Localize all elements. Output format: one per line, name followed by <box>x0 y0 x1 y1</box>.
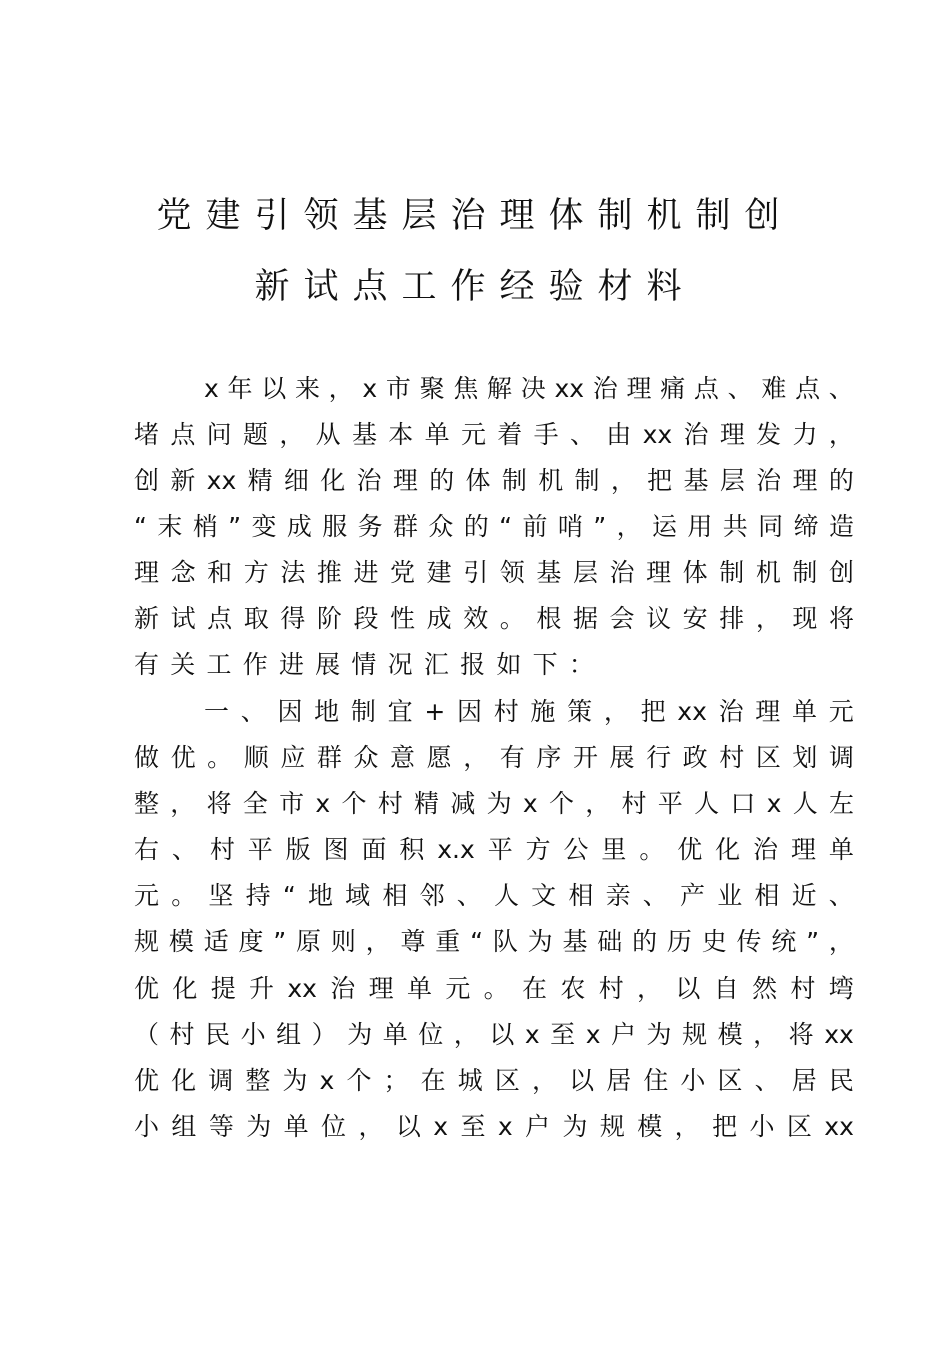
body-line: x 年 以 来 ， x 市 聚 焦 解 决 xx 治 理 痛 点 、 难 点 、 <box>204 374 854 403</box>
body-line: （ 村 民 小 组 ） 为 单 位 ， 以 x 至 x 户 为 规 模 ， 将 xx <box>134 1020 854 1049</box>
body-line: 理 念 和 方 法 推 进 党 建 引 领 基 层 治 理 体 制 机 制 创 <box>134 558 854 587</box>
body-line: “ 末 梢 ” 变 成 服 务 群 众 的 “ 前 哨 ” ， 运 用 共 同 缔 造 <box>134 512 854 541</box>
body-line: 整 ， 将 全 市 x 个 村 精 减 为 x 个 ， 村 平 人 口 x 人 左 <box>134 789 854 818</box>
body-line: 优 化 提 升 xx 治 理 单 元 。 在 农 村 ， 以 自 然 村 塆 <box>134 974 854 1003</box>
body-line: 元 。 坚 持 “ 地 域 相 邻 、 人 文 相 亲 、 产 业 相 近 、 <box>134 881 854 910</box>
body-line: 做 优 。 顺 应 群 众 意 愿 ， 有 序 开 展 行 政 村 区 划 调 <box>134 743 854 772</box>
body-line: 优 化 调 整 为 x 个 ； 在 城 区 ， 以 居 住 小 区 、 居 民 <box>134 1066 854 1095</box>
document-title-line-1: 党建引领基层治理体制机制创 <box>156 196 794 236</box>
body-line: 规 模 适 度 ” 原 则 ， 尊 重 “ 队 为 基 础 的 历 史 传 统 ” ， <box>134 927 854 956</box>
document-title-line-2: 新试点工作经验材料 <box>254 267 696 307</box>
body-line: 有 关 工 作 进 展 情 况 汇 报 如 下 ： <box>134 650 594 679</box>
body-line: 新 试 点 取 得 阶 段 性 成 效 。 根 据 会 议 安 排 ， 现 将 <box>134 604 854 633</box>
body-line: 创 新 xx 精 细 化 治 理 的 体 制 机 制 ， 把 基 层 治 理 的 <box>134 466 854 495</box>
body-line: 小 组 等 为 单 位 ， 以 x 至 x 户 为 规 模 ， 把 小 区 xx <box>134 1112 854 1141</box>
body-line: 一 、 因 地 制 宜 + 因 村 施 策 ， 把 xx 治 理 单 元 <box>204 697 854 726</box>
body-line: 右 、 村 平 版 图 面 积 x.x 平 方 公 里 。 优 化 治 理 单 <box>134 835 854 864</box>
body-line: 堵 点 问 题 ， 从 基 本 单 元 着 手 、 由 xx 治 理 发 力 ， <box>134 420 854 449</box>
